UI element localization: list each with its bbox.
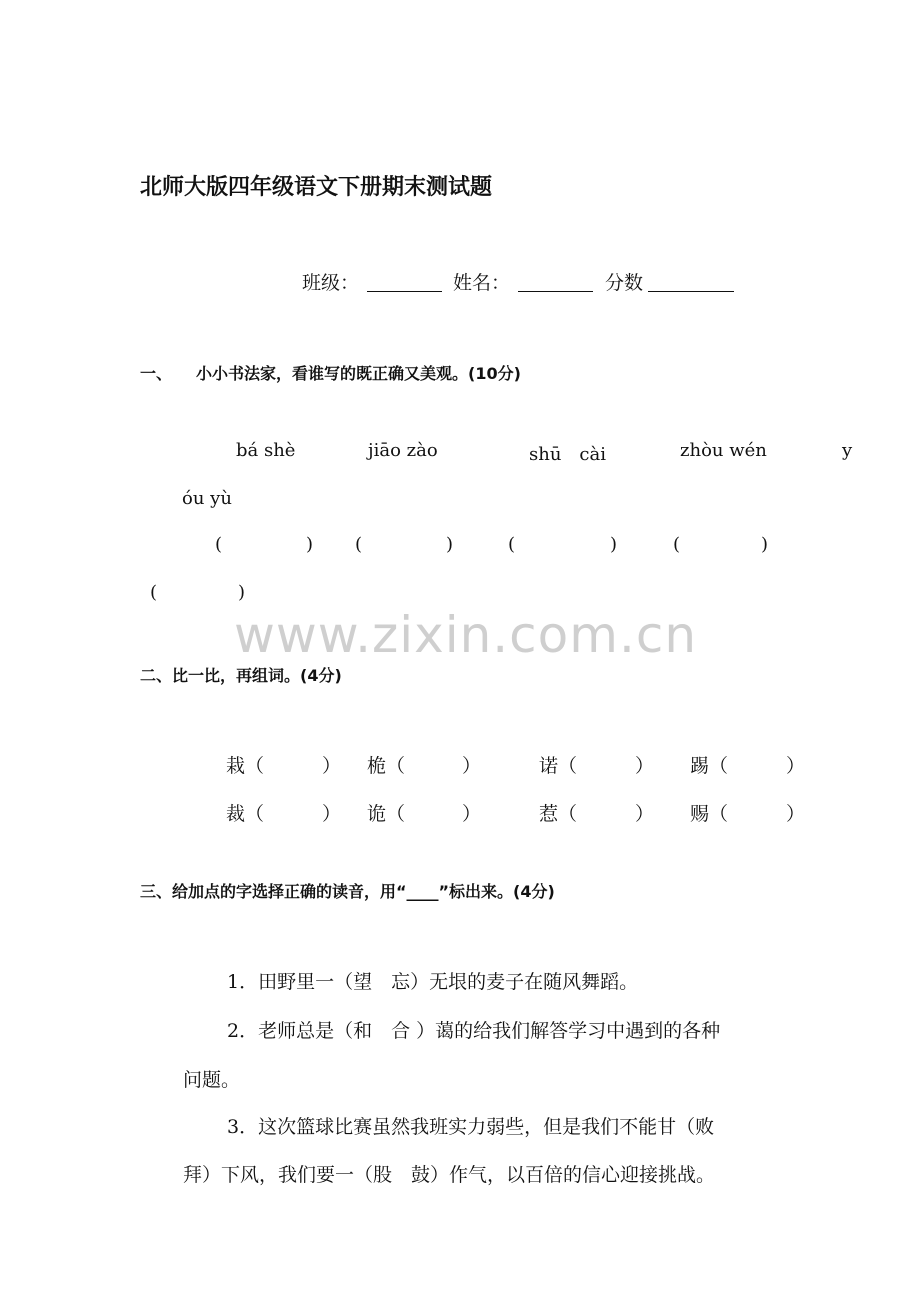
paren-open-5: ( <box>150 582 158 603</box>
name-label: 姓名： <box>453 272 511 294</box>
section1-heading: 小小书法家，看谁写的既正确又美观。(10分) <box>196 364 521 383</box>
word-pair-row1-1: 栽（ <box>226 755 265 777</box>
watermark-text: www.zixin.com.cn <box>234 606 698 664</box>
paren-close-4: ) <box>761 534 769 555</box>
word-close-row1-3: ） <box>635 755 655 777</box>
paren-open-4: ( <box>673 534 681 555</box>
question-line-3: 3．这次篮球比赛虽然我班实力弱些，但是我们不能甘（败 <box>227 1116 715 1138</box>
word-close-row1-1: ） <box>322 755 342 777</box>
pinyin-2: jiāo zào <box>368 440 438 461</box>
paren-close-3: ) <box>610 534 618 555</box>
pinyin-1: bá shè <box>236 440 296 461</box>
pinyin-5a: y <box>842 440 853 461</box>
question-line-2: 2．老师总是（和 合 ）蔼的给我们解答学习中遇到的各种 <box>227 1020 721 1042</box>
word-pair-row1-4: 踢（ <box>690 755 729 777</box>
class-label: 班级： <box>302 272 360 294</box>
paren-close-2: ) <box>446 534 454 555</box>
word-pair-row1-3: 诺（ <box>539 755 578 777</box>
word-pair-row2-4: 赐（ <box>690 803 729 825</box>
paren-open-2: ( <box>355 534 363 555</box>
score-label: 分数 <box>605 272 644 294</box>
pinyin-5b: óu yù <box>182 488 232 509</box>
word-pair-row2-1: 裁（ <box>226 803 265 825</box>
class-blank[interactable] <box>367 271 442 292</box>
name-blank[interactable] <box>518 271 593 292</box>
word-pair-row1-2: 桅（ <box>367 755 406 777</box>
paren-close-1: ) <box>306 534 314 555</box>
question-line-2-cont: 问题。 <box>183 1069 241 1091</box>
word-close-row2-1: ） <box>322 803 342 825</box>
word-pair-row2-3: 惹（ <box>539 803 578 825</box>
word-close-row1-2: ） <box>462 755 482 777</box>
section2-heading: 二、比一比，再组词。(4分) <box>140 666 342 685</box>
word-close-row1-4: ） <box>786 755 806 777</box>
score-blank[interactable] <box>648 271 734 292</box>
word-close-row2-2: ） <box>462 803 482 825</box>
paren-close-5: ) <box>238 582 246 603</box>
pinyin-3: shū cài <box>529 444 606 465</box>
word-pair-row2-2: 诡（ <box>367 803 406 825</box>
question-line-3-cont: 拜）下风，我们要一（股 鼓）作气，以百倍的信心迎接挑战。 <box>183 1164 716 1186</box>
section3-heading: 三、给加点的字选择正确的读音，用“____”标出来。(4分) <box>140 882 555 901</box>
document-title: 北师大版四年级语文下册期末测试题 <box>140 175 493 200</box>
word-close-row2-4: ） <box>786 803 806 825</box>
word-close-row2-3: ） <box>635 803 655 825</box>
pinyin-4: zhòu wén <box>680 440 767 461</box>
question-line-1: 1．田野里一（望 忘）无垠的麦子在随风舞蹈。 <box>227 971 639 993</box>
section1-number: 一、 <box>140 364 173 383</box>
paren-open-1: ( <box>215 534 223 555</box>
paren-open-3: ( <box>508 534 516 555</box>
